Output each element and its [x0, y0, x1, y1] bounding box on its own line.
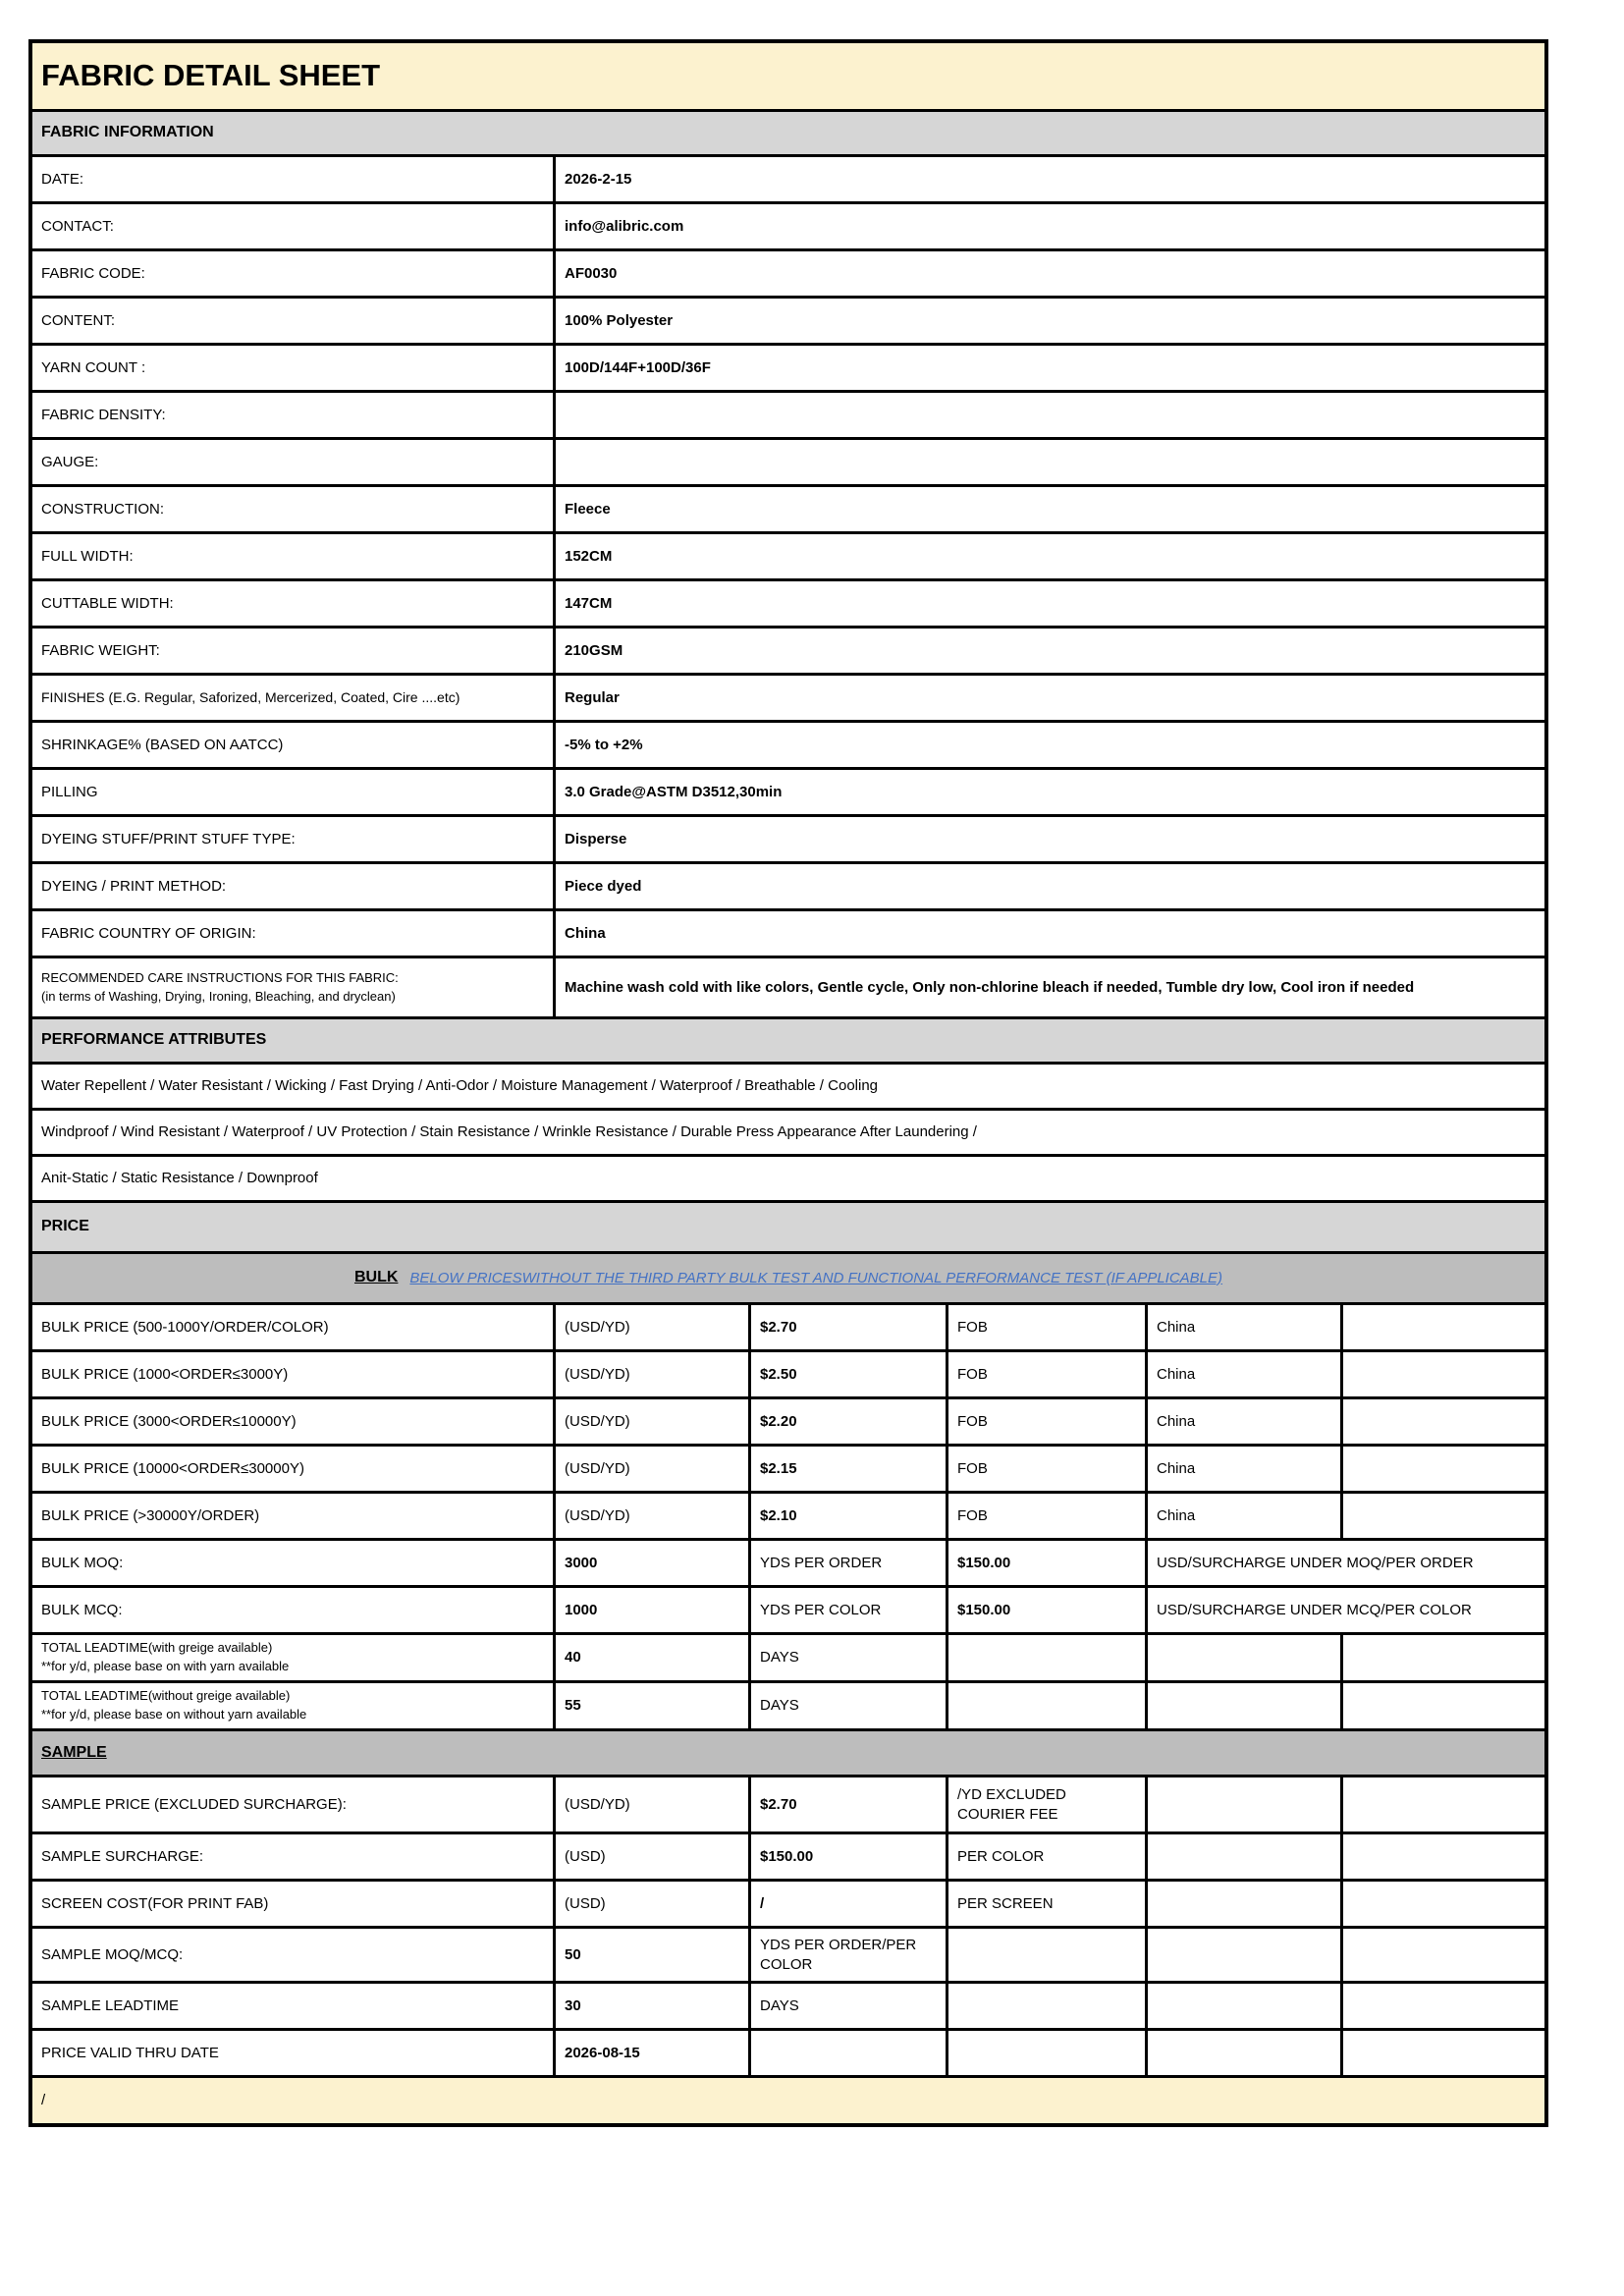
- empty-cell: [1340, 1494, 1544, 1538]
- row-label: DYEING STUFF/PRINT STUFF TYPE:: [41, 830, 296, 847]
- empty-cell: [1340, 1834, 1544, 1879]
- info-row-full-width: [32, 531, 1544, 578]
- row-value: 100D/144F+100D/36F: [553, 346, 1544, 390]
- empty-cell: [1145, 1683, 1340, 1728]
- origin-cell: China: [1145, 1399, 1340, 1444]
- leadtime-row-without-greige: [32, 1680, 1544, 1728]
- footer-row: [32, 2075, 1544, 2123]
- page-title: FABRIC DETAIL SHEET: [41, 58, 381, 93]
- empty-cell: [1340, 1984, 1544, 2028]
- row-value: -5% to +2%: [553, 723, 1544, 767]
- note-cell: [946, 1929, 1145, 1981]
- bulk-moq-row: [32, 1538, 1544, 1585]
- info-row-yarn-count: [32, 343, 1544, 390]
- empty-cell: [748, 2031, 946, 2075]
- info-row-dyeing-method: [32, 861, 1544, 908]
- row-label: CONTENT:: [41, 311, 115, 329]
- leadtime-label-line2: **for y/d, please base on with yarn available: [41, 1659, 290, 1673]
- sample-price-row: [32, 1775, 1544, 1831]
- note-cell: PER SCREEN: [946, 1882, 1145, 1926]
- qty-cell: 30: [553, 1984, 748, 2028]
- info-row-fabric-weight: [32, 626, 1544, 673]
- qty-cell: 3000: [553, 1541, 748, 1585]
- row-label: SAMPLE MOQ/MCQ:: [41, 1945, 184, 1963]
- info-row-gauge: [32, 437, 1544, 484]
- section-title: PERFORMANCE ATTRIBUTES: [41, 1031, 267, 1049]
- row-label: [32, 958, 553, 1016]
- section-performance-header: [32, 1016, 1544, 1062]
- empty-cell: [1340, 2031, 1544, 2075]
- bulk-label: BULK: [353, 1269, 399, 1286]
- unit-cell: (USD/YD): [553, 1399, 748, 1444]
- row-value: Fleece: [553, 487, 1544, 531]
- row-value: 147CM: [553, 581, 1544, 626]
- row-value: [553, 440, 1544, 484]
- leadtime-row-with-greige: [32, 1632, 1544, 1680]
- bulk-price-row: [32, 1444, 1544, 1491]
- row-label: BULK PRICE (3000<ORDER≤10000Y): [41, 1412, 297, 1430]
- row-value: AF0030: [553, 251, 1544, 296]
- info-row-content: [32, 296, 1544, 343]
- info-row-fabric-density: [32, 390, 1544, 437]
- bulk-price-row: [32, 1491, 1544, 1538]
- info-row-country-of-origin: [32, 908, 1544, 956]
- unit-cell: YDS PER ORDER: [748, 1541, 946, 1585]
- row-value: 210GSM: [553, 629, 1544, 673]
- row-label: SHRINKAGE% (BASED ON AATCC): [41, 736, 284, 753]
- row-value: [553, 393, 1544, 437]
- unit-cell: (USD/YD): [553, 1447, 748, 1491]
- price-cell: $2.70: [748, 1777, 946, 1831]
- empty-cell: [1340, 1929, 1544, 1981]
- info-row-cuttable-width: [32, 578, 1544, 626]
- row-value: info@alibric.com: [553, 204, 1544, 248]
- row-label: SAMPLE LEADTIME: [41, 1996, 180, 2014]
- empty-cell: [1145, 1777, 1340, 1831]
- row-label: YARN COUNT :: [41, 358, 146, 376]
- empty-cell: [1145, 1984, 1340, 2028]
- info-row-finishes: [32, 673, 1544, 720]
- row-value: 100% Polyester: [553, 299, 1544, 343]
- empty-cell: [1145, 1834, 1340, 1879]
- unit-cell: YDS PER ORDER/PER COLOR: [748, 1929, 946, 1981]
- sample-moq-mcq-row: [32, 1926, 1544, 1981]
- row-label: BULK MOQ:: [41, 1554, 124, 1571]
- sample-label: SAMPLE: [41, 1743, 107, 1761]
- section-title: FABRIC INFORMATION: [41, 124, 214, 141]
- unit-cell: (USD): [553, 1882, 748, 1926]
- empty-cell: [1145, 1929, 1340, 1981]
- empty-cell: [1340, 1399, 1544, 1444]
- origin-cell: China: [1145, 1447, 1340, 1491]
- row-label: [32, 1683, 553, 1728]
- section-price-header: [32, 1200, 1544, 1251]
- empty-cell: [946, 1683, 1145, 1728]
- unit-cell: (USD/YD): [553, 1305, 748, 1349]
- row-label: BULK PRICE (>30000Y/ORDER): [41, 1506, 260, 1524]
- info-row-pilling: [32, 767, 1544, 814]
- row-label: CONTACT:: [41, 217, 114, 235]
- row-label: BULK MCQ:: [41, 1601, 123, 1618]
- info-row-contact: [32, 201, 1544, 248]
- empty-cell: [946, 2031, 1145, 2075]
- title-bar: [32, 43, 1544, 109]
- fee-cell: $150.00: [946, 1541, 1145, 1585]
- performance-row: [32, 1108, 1544, 1154]
- row-label: CONSTRUCTION:: [41, 500, 164, 518]
- origin-cell: China: [1145, 1494, 1340, 1538]
- row-value: Machine wash cold with like colors, Gentle cycle, Only non-chlorine bleach if needed, Tumble dry low, Cool iron if needed: [553, 958, 1544, 1016]
- term-cell: FOB: [946, 1494, 1145, 1538]
- sample-leadtime-row: [32, 1981, 1544, 2028]
- row-label: GAUGE:: [41, 453, 99, 470]
- section-sample-header: [32, 1728, 1544, 1775]
- bulk-price-row: [32, 1396, 1544, 1444]
- row-label: PILLING: [41, 783, 98, 800]
- empty-cell: [946, 1635, 1145, 1680]
- unit-cell: DAYS: [748, 1984, 946, 2028]
- unit-cell: (USD): [553, 1834, 748, 1879]
- row-value: 3.0 Grade@ASTM D3512,30min: [553, 770, 1544, 814]
- leadtime-label-line2: **for y/d, please base on without yarn available: [41, 1707, 307, 1722]
- performance-attributes-line: Anit-Static / Static Resistance / Downproof: [41, 1170, 318, 1187]
- row-label: DYEING / PRINT METHOD:: [41, 877, 227, 895]
- unit-cell: (USD/YD): [553, 1352, 748, 1396]
- empty-cell: [1340, 1447, 1544, 1491]
- info-row-shrinkage: [32, 720, 1544, 767]
- price-cell: $150.00: [748, 1834, 946, 1879]
- care-label-line1: RECOMMENDED CARE INSTRUCTIONS FOR THIS FABRIC:: [41, 969, 399, 985]
- qty-cell: 50: [553, 1929, 748, 1981]
- info-row-care-instructions: [32, 956, 1544, 1016]
- price-cell: $2.20: [748, 1399, 946, 1444]
- care-label-line2: (in terms of Washing, Drying, Ironing, Bleaching, and dryclean): [41, 988, 396, 1004]
- empty-cell: [1145, 1635, 1340, 1680]
- unit-cell: YDS PER COLOR: [748, 1588, 946, 1632]
- price-cell: $2.10: [748, 1494, 946, 1538]
- performance-row: [32, 1062, 1544, 1108]
- row-value: Disperse: [553, 817, 1544, 861]
- section-title: [32, 1731, 1544, 1775]
- bulk-disclaimer-link[interactable]: BELOW PRICESWITHOUT THE THIRD PARTY BULK TEST AND FUNCTIONAL PERFORMANCE TEST (IF APPLICABLE): [409, 1269, 1223, 1286]
- empty-cell: [1340, 1882, 1544, 1926]
- price-valid-thru-row: [32, 2028, 1544, 2075]
- note-cell: [946, 1984, 1145, 2028]
- unit-cell: (USD/YD): [553, 1777, 748, 1831]
- performance-attributes-line: Water Repellent / Water Resistant / Wicking / Fast Drying / Anti-Odor / Moisture Management / Waterproof / Breathable / Cooling: [41, 1077, 879, 1095]
- info-row-date: [32, 154, 1544, 201]
- empty-cell: [1340, 1635, 1544, 1680]
- bulk-price-row: [32, 1302, 1544, 1349]
- info-row-construction: [32, 484, 1544, 531]
- empty-cell: [1145, 2031, 1340, 2075]
- row-label: BULK PRICE (500-1000Y/ORDER/COLOR): [41, 1318, 329, 1336]
- row-value: Piece dyed: [553, 864, 1544, 908]
- price-cell: $2.70: [748, 1305, 946, 1349]
- term-cell: FOB: [946, 1305, 1145, 1349]
- leadtime-label-line1: TOTAL LEADTIME(with greige available): [41, 1640, 273, 1656]
- row-label: PRICE VALID THRU DATE: [41, 2044, 219, 2061]
- row-label: FABRIC DENSITY:: [41, 406, 166, 423]
- price-cell: /: [748, 1882, 946, 1926]
- term-cell: FOB: [946, 1447, 1145, 1491]
- row-label: BULK PRICE (1000<ORDER≤3000Y): [41, 1365, 289, 1383]
- empty-cell: [1340, 1305, 1544, 1349]
- unit-cell: DAYS: [748, 1683, 946, 1728]
- term-cell: FOB: [946, 1399, 1145, 1444]
- row-label: CUTTABLE WIDTH:: [41, 594, 174, 612]
- section-fabric-information-header: [32, 109, 1544, 154]
- qty-cell: 55: [553, 1683, 748, 1728]
- bulk-price-row: [32, 1349, 1544, 1396]
- note-cell: /YD EXCLUDED COURIER FEE: [946, 1777, 1145, 1831]
- row-label: SAMPLE SURCHARGE:: [41, 1847, 204, 1865]
- bulk-banner-cell: [32, 1254, 1544, 1302]
- fee-cell: $150.00: [946, 1588, 1145, 1632]
- origin-cell: China: [1145, 1352, 1340, 1396]
- row-label: SAMPLE PRICE (EXCLUDED SURCHARGE):: [41, 1795, 347, 1813]
- term-cell: FOB: [946, 1352, 1145, 1396]
- row-label: FINISHES (E.G. Regular, Saforized, Mercerized, Coated, Cire ....etc): [41, 689, 460, 706]
- performance-row: [32, 1154, 1544, 1200]
- performance-attributes-line: Windproof / Wind Resistant / Waterproof / UV Protection / Stain Resistance / Wrinkle Resistance / Durable Press Appearance After Laundering /: [41, 1123, 977, 1141]
- note-cell: USD/SURCHARGE UNDER MOQ/PER ORDER: [1145, 1541, 1544, 1585]
- bulk-mcq-row: [32, 1585, 1544, 1632]
- row-label: DATE:: [41, 170, 84, 188]
- row-value: 152CM: [553, 534, 1544, 578]
- row-label: SCREEN COST(FOR PRINT FAB): [41, 1894, 269, 1912]
- screen-cost-row: [32, 1879, 1544, 1926]
- footer-slash: /: [41, 2092, 46, 2109]
- empty-cell: [1145, 1882, 1340, 1926]
- info-row-fabric-code: [32, 248, 1544, 296]
- unit-cell: (USD/YD): [553, 1494, 748, 1538]
- row-value: Regular: [553, 676, 1544, 720]
- empty-cell: [1340, 1352, 1544, 1396]
- price-cell: $2.15: [748, 1447, 946, 1491]
- qty-cell: 40: [553, 1635, 748, 1680]
- sample-surcharge-row: [32, 1831, 1544, 1879]
- unit-cell: DAYS: [748, 1635, 946, 1680]
- row-label: FABRIC WEIGHT:: [41, 641, 160, 659]
- row-label: BULK PRICE (10000<ORDER≤30000Y): [41, 1459, 304, 1477]
- row-value: 2026-2-15: [553, 157, 1544, 201]
- date-cell: 2026-08-15: [553, 2031, 748, 2075]
- origin-cell: China: [1145, 1305, 1340, 1349]
- leadtime-label-line1: TOTAL LEADTIME(without greige available): [41, 1688, 291, 1704]
- price-cell: $2.50: [748, 1352, 946, 1396]
- qty-cell: 1000: [553, 1588, 748, 1632]
- row-label: FABRIC CODE:: [41, 264, 145, 282]
- note-cell: PER COLOR: [946, 1834, 1145, 1879]
- row-value: China: [553, 911, 1544, 956]
- empty-cell: [1340, 1683, 1544, 1728]
- bulk-banner: [32, 1251, 1544, 1302]
- fabric-detail-sheet: [28, 39, 1548, 2127]
- row-label: FABRIC COUNTRY OF ORIGIN:: [41, 924, 256, 942]
- note-cell: USD/SURCHARGE UNDER MCQ/PER COLOR: [1145, 1588, 1544, 1632]
- row-label: FULL WIDTH:: [41, 547, 134, 565]
- row-label: [32, 1635, 553, 1680]
- empty-cell: [1340, 1777, 1544, 1831]
- section-title: PRICE: [41, 1218, 89, 1235]
- info-row-dyeing-stuff: [32, 814, 1544, 861]
